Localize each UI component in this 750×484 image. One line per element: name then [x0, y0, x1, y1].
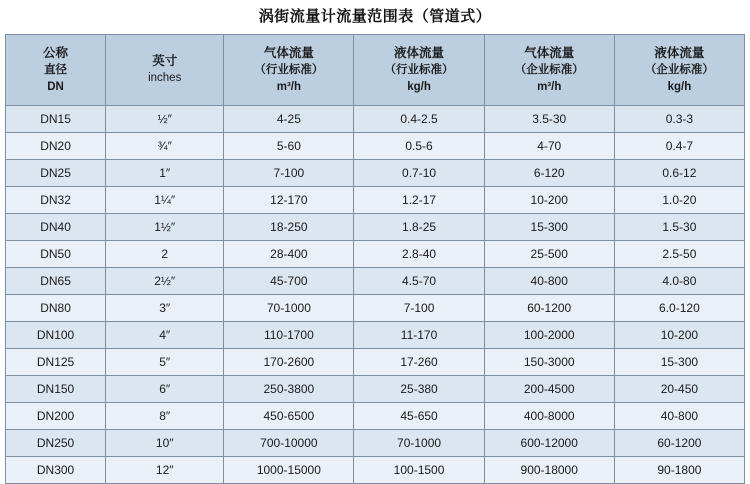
cell-gas-flow-industry: 250-3800 — [224, 376, 354, 403]
cell-gas-flow-industry: 70-1000 — [224, 295, 354, 322]
cell-nominal-diameter: DN80 — [6, 295, 106, 322]
cell-gas-flow-enterprise: 400-8000 — [484, 403, 614, 430]
header-line-3: DN — [47, 80, 64, 93]
column-header-inches — [106, 35, 224, 106]
column-header-liquid-flow-enterprise — [614, 35, 744, 106]
cell-nominal-diameter: DN25 — [6, 160, 106, 187]
cell-nominal-diameter: DN150 — [6, 376, 106, 403]
cell-liquid-flow-enterprise: 15-300 — [614, 349, 744, 376]
cell-gas-flow-enterprise: 40-800 — [484, 268, 614, 295]
cell-gas-flow-industry: 18-250 — [224, 214, 354, 241]
cell-gas-flow-enterprise: 100-2000 — [484, 322, 614, 349]
cell-liquid-flow-industry: 25-380 — [354, 376, 484, 403]
table-header-row — [6, 35, 745, 106]
table-row — [6, 160, 745, 187]
cell-gas-flow-enterprise: 150-3000 — [484, 349, 614, 376]
cell-nominal-diameter: DN50 — [6, 241, 106, 268]
cell-liquid-flow-industry: 17-260 — [354, 349, 484, 376]
cell-inches: 12″ — [106, 457, 224, 484]
header-line-3: m³/h — [276, 80, 301, 93]
cell-inches: 8″ — [106, 403, 224, 430]
cell-nominal-diameter: DN300 — [6, 457, 106, 484]
cell-inches: 1¼″ — [106, 187, 224, 214]
cell-liquid-flow-industry: 2.8-40 — [354, 241, 484, 268]
flow-range-table — [5, 34, 745, 484]
cell-liquid-flow-industry: 70-1000 — [354, 430, 484, 457]
table-row — [6, 187, 745, 214]
cell-gas-flow-enterprise: 25-500 — [484, 241, 614, 268]
cell-gas-flow-industry: 28-400 — [224, 241, 354, 268]
column-header-gas-flow-industry — [224, 35, 354, 106]
cell-liquid-flow-enterprise: 40-800 — [614, 403, 744, 430]
cell-inches: 2½″ — [106, 268, 224, 295]
header-line-2: （企业标准） — [644, 63, 714, 76]
cell-gas-flow-industry: 12-170 — [224, 187, 354, 214]
cell-nominal-diameter: DN20 — [6, 133, 106, 160]
cell-nominal-diameter: DN250 — [6, 430, 106, 457]
cell-liquid-flow-enterprise: 0.4-7 — [614, 133, 744, 160]
table-header — [6, 35, 745, 106]
cell-gas-flow-industry: 7-100 — [224, 160, 354, 187]
header-line-2: （行业标准） — [254, 63, 324, 76]
header-line-1: 公称 — [43, 45, 69, 60]
header-line-1: 液体流量 — [394, 45, 445, 60]
cell-nominal-diameter: DN15 — [6, 106, 106, 133]
cell-gas-flow-industry: 1000-15000 — [224, 457, 354, 484]
header-line-3: m³/h — [537, 80, 562, 93]
cell-gas-flow-industry: 170-2600 — [224, 349, 354, 376]
cell-liquid-flow-industry: 0.4-2.5 — [354, 106, 484, 133]
cell-gas-flow-enterprise: 60-1200 — [484, 295, 614, 322]
column-header-liquid-flow-industry — [354, 35, 484, 106]
header-line-1: 液体流量 — [654, 45, 705, 60]
cell-liquid-flow-industry: 100-1500 — [354, 457, 484, 484]
cell-liquid-flow-enterprise: 4.0-80 — [614, 268, 744, 295]
cell-liquid-flow-enterprise: 20-450 — [614, 376, 744, 403]
cell-inches: 4″ — [106, 322, 224, 349]
table-row — [6, 457, 745, 484]
page-title: 涡街流量计流量范围表（管道式） — [258, 8, 492, 25]
cell-gas-flow-enterprise: 15-300 — [484, 214, 614, 241]
cell-liquid-flow-industry: 7-100 — [354, 295, 484, 322]
cell-liquid-flow-enterprise: 1.0-20 — [614, 187, 744, 214]
table-row — [6, 322, 745, 349]
header-line-3: kg/h — [667, 80, 692, 93]
table-row — [6, 214, 745, 241]
cell-inches: ½″ — [106, 106, 224, 133]
table-row — [6, 133, 745, 160]
header-line-2: （行业标准） — [384, 63, 454, 76]
cell-gas-flow-enterprise: 3.5-30 — [484, 106, 614, 133]
table-body — [6, 106, 745, 484]
cell-liquid-flow-enterprise: 6.0-120 — [614, 295, 744, 322]
table-row — [6, 241, 745, 268]
cell-liquid-flow-enterprise: 90-1800 — [614, 457, 744, 484]
cell-liquid-flow-industry: 11-170 — [354, 322, 484, 349]
cell-gas-flow-enterprise: 200-4500 — [484, 376, 614, 403]
cell-nominal-diameter: DN125 — [6, 349, 106, 376]
table-row — [6, 349, 745, 376]
cell-liquid-flow-industry: 4.5-70 — [354, 268, 484, 295]
header-line-2: 直径 — [44, 63, 68, 76]
cell-inches: 2 — [106, 241, 224, 268]
cell-liquid-flow-enterprise: 2.5-50 — [614, 241, 744, 268]
column-header-gas-flow-enterprise — [484, 35, 614, 106]
table-row — [6, 376, 745, 403]
cell-liquid-flow-industry: 1.2-17 — [354, 187, 484, 214]
cell-liquid-flow-enterprise: 1.5-30 — [614, 214, 744, 241]
cell-liquid-flow-industry: 1.8-25 — [354, 214, 484, 241]
cell-nominal-diameter: DN40 — [6, 214, 106, 241]
header-line-2: （企业标准） — [514, 63, 584, 76]
cell-gas-flow-industry: 45-700 — [224, 268, 354, 295]
cell-liquid-flow-enterprise: 0.6-12 — [614, 160, 744, 187]
cell-gas-flow-industry: 4-25 — [224, 106, 354, 133]
cell-gas-flow-industry: 5-60 — [224, 133, 354, 160]
table-row — [6, 430, 745, 457]
cell-gas-flow-industry: 110-1700 — [224, 322, 354, 349]
cell-gas-flow-industry: 700-10000 — [224, 430, 354, 457]
cell-nominal-diameter: DN200 — [6, 403, 106, 430]
cell-gas-flow-enterprise: 4-70 — [484, 133, 614, 160]
column-header-nominal-diameter — [6, 35, 106, 106]
cell-inches: 1″ — [106, 160, 224, 187]
cell-liquid-flow-industry: 0.7-10 — [354, 160, 484, 187]
cell-gas-flow-enterprise: 600-12000 — [484, 430, 614, 457]
header-line-1: 气体流量 — [263, 45, 314, 60]
cell-nominal-diameter: DN65 — [6, 268, 106, 295]
cell-liquid-flow-enterprise: 10-200 — [614, 322, 744, 349]
cell-nominal-diameter: DN100 — [6, 322, 106, 349]
cell-gas-flow-enterprise: 10-200 — [484, 187, 614, 214]
cell-liquid-flow-enterprise: 60-1200 — [614, 430, 744, 457]
header-line-1: 英寸 — [152, 54, 178, 68]
table-row — [6, 268, 745, 295]
table-row — [6, 106, 745, 133]
cell-inches: ¾″ — [106, 133, 224, 160]
cell-inches: 10″ — [106, 430, 224, 457]
table-row — [6, 295, 745, 322]
header-line-1: 气体流量 — [524, 45, 575, 60]
cell-liquid-flow-industry: 45-650 — [354, 403, 484, 430]
cell-inches: 3″ — [106, 295, 224, 322]
cell-liquid-flow-enterprise: 0.3-3 — [614, 106, 744, 133]
cell-inches: 6″ — [106, 376, 224, 403]
cell-inches: 5″ — [106, 349, 224, 376]
cell-nominal-diameter: DN32 — [6, 187, 106, 214]
cell-gas-flow-enterprise: 6-120 — [484, 160, 614, 187]
header-line-3: inches — [148, 72, 182, 84]
cell-gas-flow-enterprise: 900-18000 — [484, 457, 614, 484]
cell-inches: 1½″ — [106, 214, 224, 241]
table-row — [6, 403, 745, 430]
cell-gas-flow-industry: 450-6500 — [224, 403, 354, 430]
cell-liquid-flow-industry: 0.5-6 — [354, 133, 484, 160]
header-line-3: kg/h — [407, 80, 431, 93]
